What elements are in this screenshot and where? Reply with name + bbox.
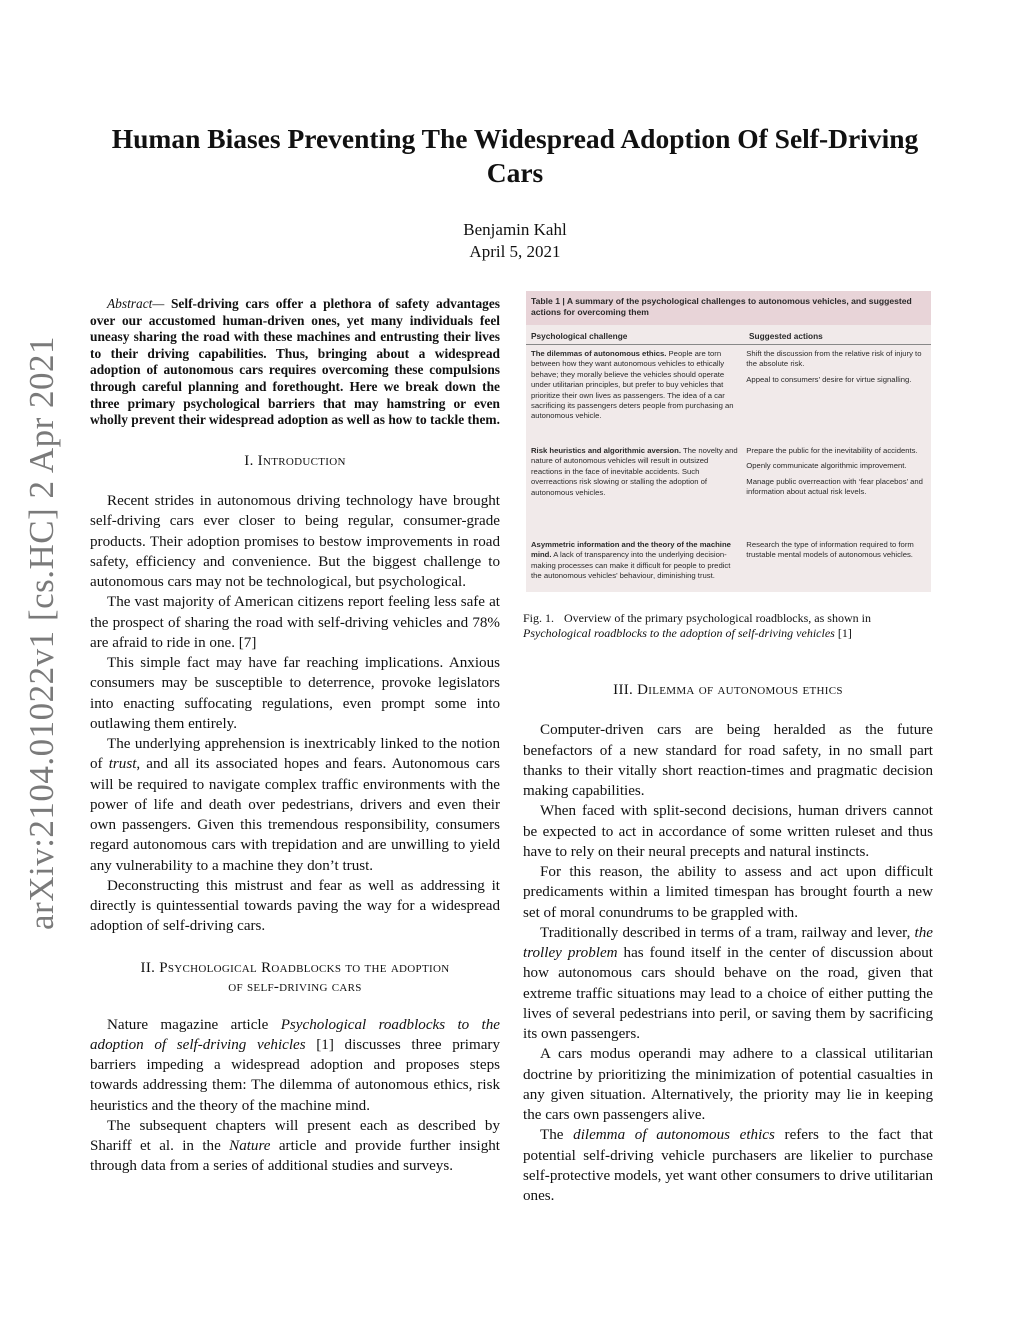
- paper-title: [90, 122, 940, 190]
- figure-caption: Fig. 1. Overview of the primary psychological roadblocks, as shown in Psychological roadblocks to the adoption of self-driving vehicles [1]: [523, 611, 871, 640]
- right-column: [523, 604, 933, 1206]
- sec3-paragraph: Computer-driven cars are being heralded as the future benefactors of a new standard for road safety, in no small part thanks to their vitally short reaction-times and pragmatic decision making capabilities.: [523, 722, 933, 799]
- section-3-heading: III. Dilemma of autonomous ethics: [613, 682, 843, 698]
- section-1-heading: I. Introduction: [244, 452, 346, 469]
- sec1-paragraph: The underlying apprehension is inextricably linked to the notion of trust, and all its associated hopes and fears. Autonomous cars will be required to navigate complex traffic environments with the power of life and death over pedestrians, drivers and even their own passengers. Given this tremendous responsibility, consumers regard autonomous cars with trepidation and are unwilling to yield any vulnerability to a machine they don’t trust.: [90, 736, 500, 874]
- table-row: The dilemmas of autonomous ethics. People are torn between how they want autonomous vehicles to ethically behave; they morally believe the vehicles should operate under utilitarian principles, but prefer to buy vehicles that prioritize their own lives as passengers. The idea of a car sacrificing its passengers deters people from purchasing an autonomous vehicle. Shift the discussion from the relative risk of injury to the absolute risk. Appeal to consumers’ desire for virtue signalling.: [531, 349, 922, 421]
- arxiv-stamp: arXiv:2104.01022v1 [cs.HC] 2 Apr 2021: [22, 335, 61, 930]
- sec3-paragraph: For this reason, the ability to assess and act upon difficult predicaments within a limited timespan has brought fourth a new set of moral conundrums to be grappled with.: [523, 864, 933, 921]
- section-2-heading: II. Psychological Roadblocks to the adoption of self-driving cars: [140, 959, 450, 995]
- abstract-label: Abstract: [107, 296, 153, 311]
- sec3-paragraph: The dilemma of autonomous ethics refers to the fact that potential self-driving vehicle purchasers are likelier to purchase self-protective models, yet want other consumers to drive utilitarian ones.: [523, 1127, 933, 1204]
- sec2-paragraph: The subsequent chapters will present each as described by Shariff et al. in the Nature article and provide further insight through data from a series of additional studies and surveys.: [90, 1117, 500, 1175]
- table-col-challenge: Psychological challenge: [531, 331, 628, 341]
- sec1-paragraph: This simple fact may have far reaching implications. Anxious consumers may be susceptible to deterrence, provoke legislators into enacting suffocating regulations, even prompt some into outlawing them entirely.: [90, 655, 500, 732]
- table-header: [526, 325, 931, 345]
- sec1-paragraph: Recent strides in autonomous driving technology have brought self-driving cars ever closer to being regular, consumer-grade products. Their adoption promises to bestow improvements in road safety, efficiency and convenience. But the biggest challenge to autonomous cars may not be technological, but psychological.: [90, 493, 500, 590]
- table-title: Table 1 | A summary of the psychological challenges to autonomous vehicles, and suggested actions for overcoming them: [526, 291, 931, 325]
- sec1-paragraph: The vast majority of American citizens report feeling less safe at the prospect of sharing the road with self-driving vehicles and 78% are afraid to ride in one. [7]: [90, 594, 500, 651]
- abstract-text: Self-driving cars offer a plethora of safety advantages over our accustomed human-driven ones, yet many individuals feel uneasy sharing the road with these machines and entrusting their lives to their driving capabilities. Thus, bringing about a widespread adoption of autonomous cars requires overcoming these compulsions through careful planning and forethought. Here we break down the three primary psychological barriers that may hamstring or even wholly prevent their widespread adoption as well as how to tackle them.: [90, 296, 500, 428]
- summary-table-figure: [526, 291, 931, 592]
- paper-date: April 5, 2021: [469, 242, 561, 261]
- sec1-paragraph: Deconstructing this mistrust and fear as well as addressing it directly is quintessential towards paving the way for a widespread adoption of self-driving cars.: [90, 877, 500, 935]
- table-row: Asymmetric information and the theory of the machine mind. A lack of transparency into the underlying decision-making processes can make it difficult for people to predict the autonomous vehicles’ behaviour, diminishing trust. Research the type of information required to form trustable mental models of autonomous vehicles.: [531, 540, 914, 581]
- left-column: [90, 296, 500, 1177]
- title-line-1: Human Biases Preventing The Widespread Adoption Of Self-Driving: [111, 123, 919, 154]
- sec2-paragraph: Nature magazine article Psychological roadblocks to the adoption of self-driving vehicles [1] discusses three primary barriers impeding a widespread adoption and proposes steps towards addressing them: The dilemma of autonomous ethics, risk heuristics and the theory of the machine mind.: [90, 1016, 501, 1114]
- author-block: [90, 219, 940, 263]
- author-name: Benjamin Kahl: [463, 220, 567, 239]
- sec3-paragraph: When faced with split-second decisions, human drivers cannot be expected to act in accordance of some written ruleset and thus have to rely on their neural precepts and natural instincts.: [523, 803, 933, 860]
- table-col-actions: Suggested actions: [749, 331, 823, 341]
- sec3-paragraph: Traditionally described in terms of a tram, railway and lever, the trolley problem has found itself in the center of discussion about how autonomous cars should behave on the road, given that extreme traffic situations may lead to a choice of either putting the lives of several pedestrians into peril, or saving them by sacrificing its own passengers.: [523, 924, 933, 1042]
- table-row: Risk heuristics and algorithmic aversion. The novelty and nature of autonomous vehicles will result in outsized reactions in the face of inevitable accidents. Such overreactions risk slowing or stalling the adoption of autonomous vehicles. Prepare the public for the inevitability of accidents. Openly communicate algorithmic improvement. Manage public overreaction with ‘fear placebos’ and information about actual risk levels.: [531, 446, 923, 497]
- abstract: Abstract— Self-driving cars offer a plethora of safety advantages over our accustomed human-driven ones, yet many individuals feel uneasy sharing the road with these machines and entrusting their lives to their driving capabilities. Thus, bringing about a widespread adoption of autonomous cars requires overcoming these compulsions through careful planning and forethought. Here we break down the three primary psychological barriers that may hamstring or even wholly prevent their widespread adoption as well as how to tackle them.: [90, 296, 500, 428]
- sec3-paragraph: A cars modus operandi may adhere to a classical utilitarian doctrine by prioritizing the minimization of potential casualties in any given situation. Alternatively, the priority may lie in keeping the cars own passengers alive.: [523, 1046, 933, 1123]
- title-line-2: Cars: [486, 157, 544, 188]
